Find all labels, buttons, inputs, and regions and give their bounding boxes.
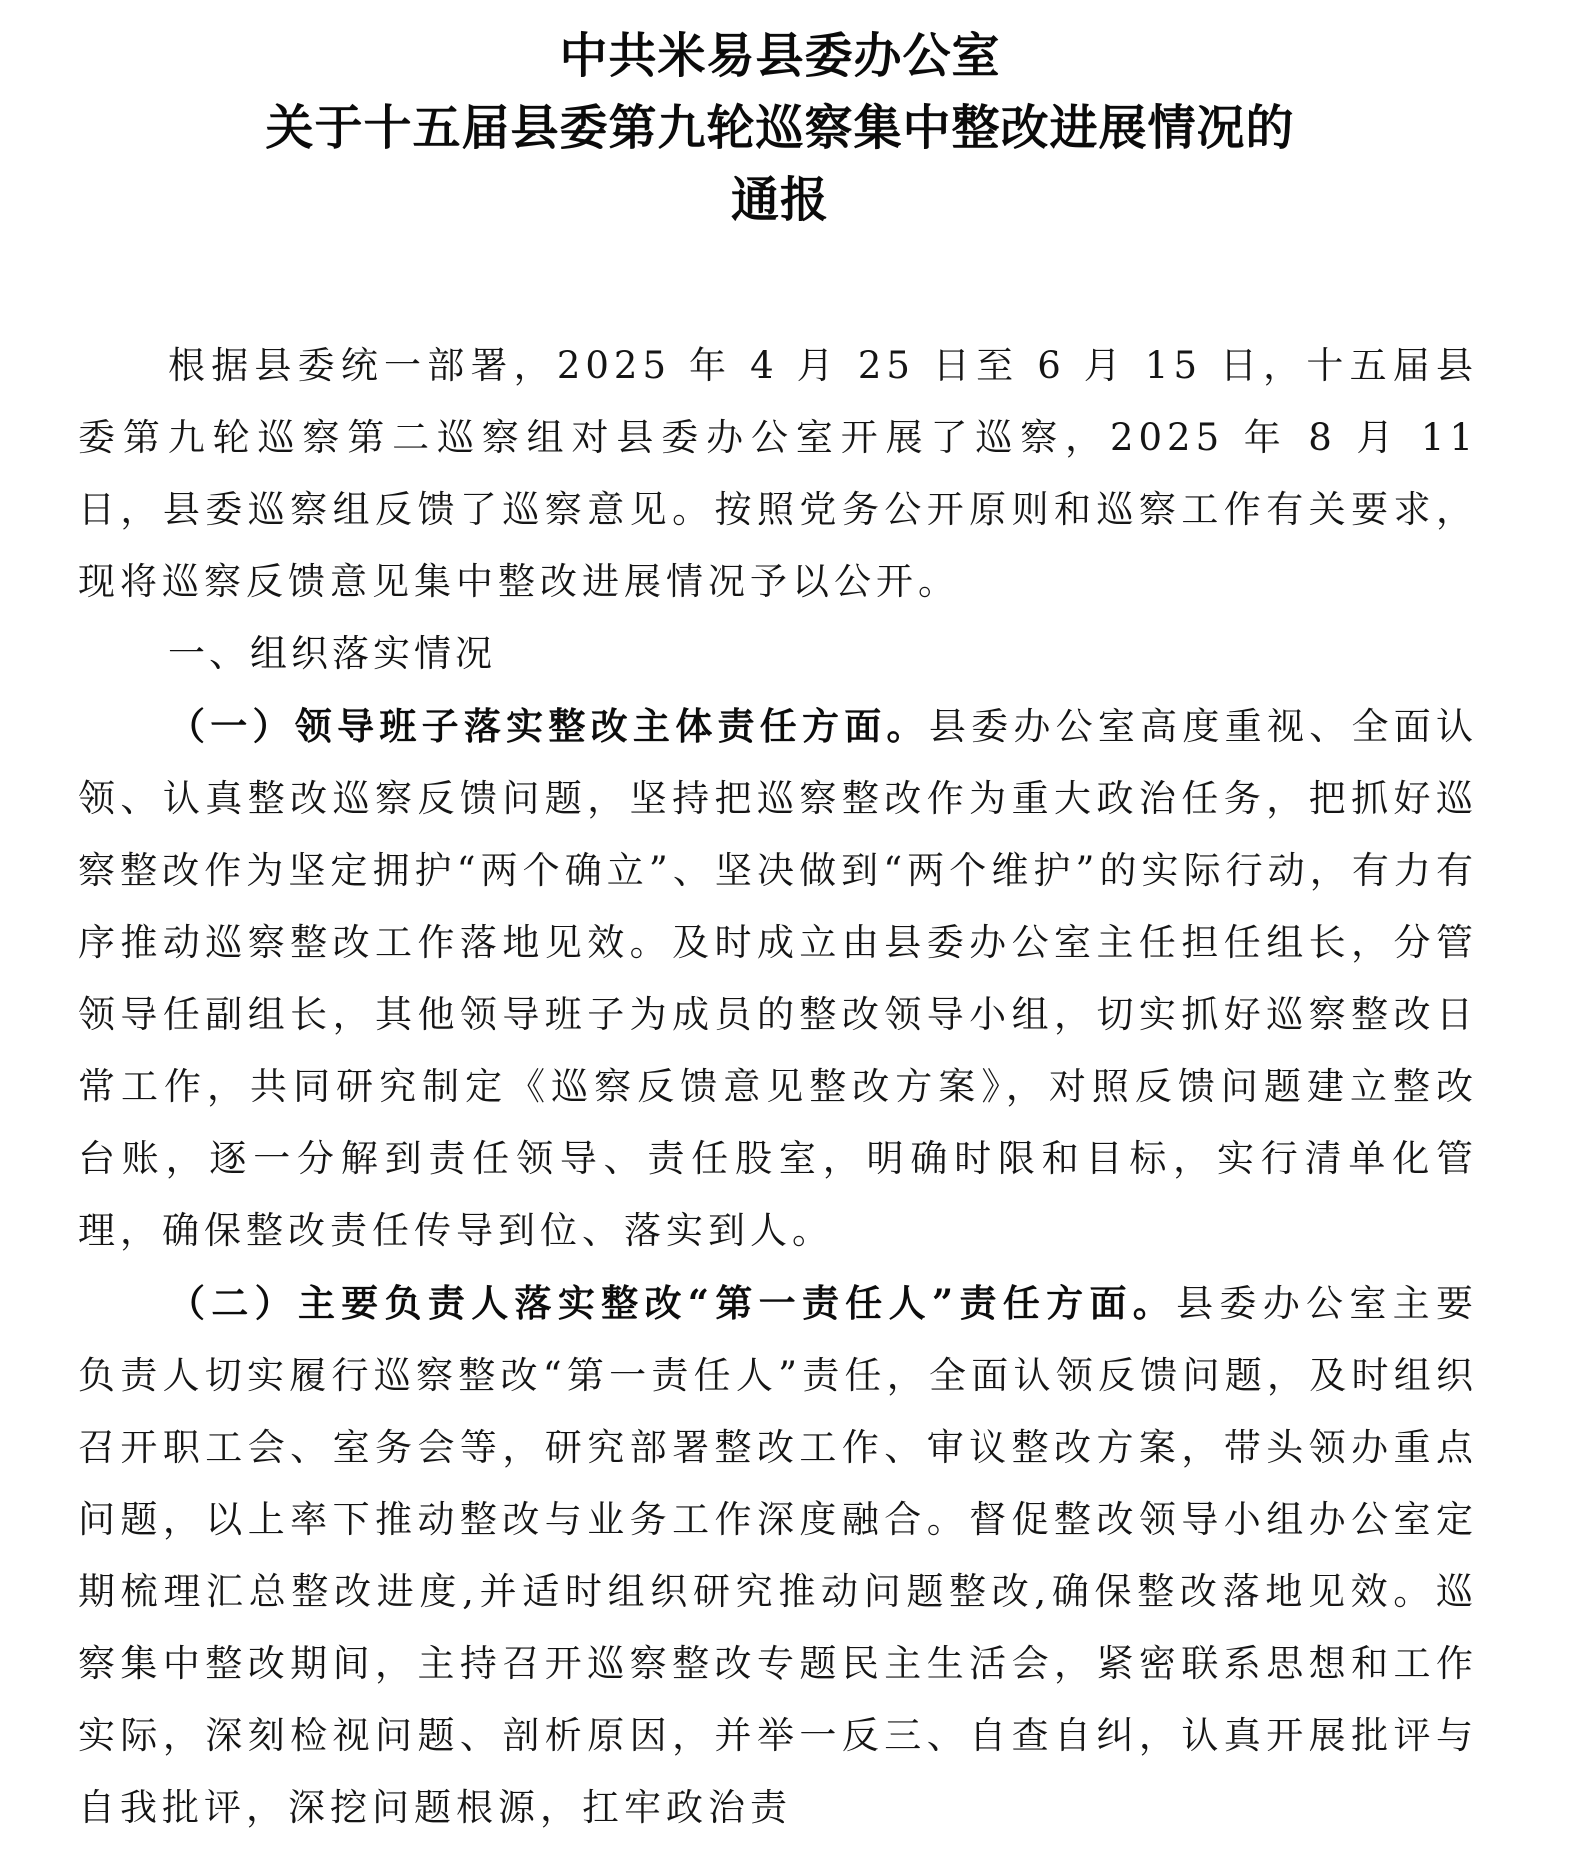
document-title (0, 20, 1560, 236)
title-line-subject: 关于十五届县委第九轮巡察集中整改进展情况的 (265, 100, 1295, 156)
title-line-issuer: 中共米易县委办公室 (559, 28, 1001, 84)
intro-paragraph: 根据县委统一部署，2025 年 4 月 25 日至 6 月 15 日，十五届县委第九轮巡察第二巡察组对县委办公室开展了巡察，2025 年 8 月 11 日，县委巡察组反馈了巡察意见。按照党务公开原则和巡察工作有关要求，现将巡察反馈意见集中整改进展情况予以公开。 (78, 344, 1478, 603)
section-heading-organization: 一、组织落实情况 (168, 632, 496, 675)
paragraph-leadership-responsibility (78, 690, 1478, 1267)
paragraph-leadership-responsibility-body: 县委办公室高度重视、全面认领、认真整改巡察反馈问题，坚持把巡察整改作为重大政治任务，把抓好巡察整改作为坚定拥护“两个确立”、坚决做到“两个维护”的实际行动，有力有序推动巡察整改工作落地见效。及时成立由县委办公室主任担任组长，分管领导任副组长，其他领导班子为成员的整改领导小组，切实抓好巡察整改日常工作，共同研究制定《巡察反馈意见整改方案》，对照反馈问题建立整改台账，逐一分解到责任领导、责任股室，明确时限和目标，实行清单化管理，确保整改责任传导到位、落实到人。 (78, 705, 1479, 1252)
title-line-type: 通报 (730, 172, 829, 228)
document-body (78, 330, 1478, 1844)
subheading-leadership-responsibility: （一）领导班子落实整改主体责任方面。 (168, 704, 929, 748)
paragraph-first-responsible-person (78, 1267, 1478, 1844)
paragraph-first-responsible-person-body: 县委办公室主要负责人切实履行巡察整改“第一责任人”责任，全面认领反馈问题，及时组织召开职工会、室务会等，研究部署整改工作、审议整改方案，带头领办重点问题，以上率下推动整改与业务工作深度融合。督促整改领导小组办公室定期梳理汇总整改进度,并适时组织研究推动问题整改,确保整改落地见效。巡察集中整改期间，主持召开巡察整改专题民主生活会，紧密联系思想和工作实际，深刻检视问题、剖析原因，并举一反三、自查自纠，认真开展批评与自我批评，深挖问题根源，扛牢政治责 (78, 1282, 1478, 1829)
subheading-first-responsible-person: （二）主要负责人落实整改“第一责任人”责任方面。 (168, 1281, 1177, 1325)
